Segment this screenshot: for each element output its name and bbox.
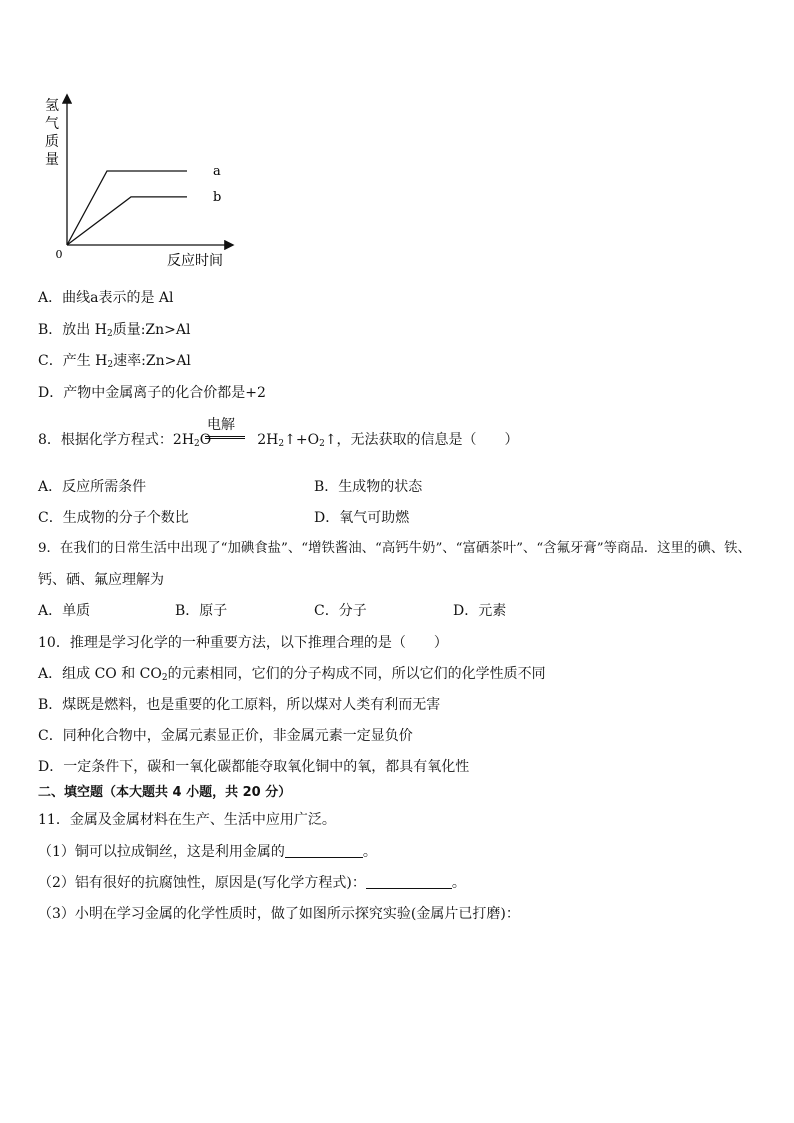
series-a-line [67, 171, 187, 245]
option-label: A． [38, 603, 63, 619]
option-text: 生成物的状态 [338, 479, 423, 495]
series-a-label: a [213, 164, 221, 179]
question-text: 。 [362, 844, 377, 860]
section-title: 二、填空题（本大题共 4 小题，共 20 分） [38, 785, 292, 800]
q8-option-b [314, 477, 422, 497]
option-label: C． [38, 728, 63, 744]
origin-label: 0 [55, 248, 63, 261]
y-axis-label [45, 98, 59, 168]
equation-product: ↑+O [284, 432, 320, 448]
q8-option-a [38, 477, 146, 497]
q9-option-b [175, 601, 227, 621]
question-text: 根据化学方程式： [60, 432, 173, 448]
option-label: A． [38, 479, 63, 495]
subscript: 2 [194, 439, 200, 449]
option-text: 速率:Zn>Al [113, 353, 191, 369]
option-label: D． [38, 759, 64, 775]
option-text: 生成物的分子个数比 [62, 510, 189, 526]
equation-reactant: O [199, 432, 212, 448]
option-label: C． [38, 510, 63, 526]
option-label: D． [453, 603, 479, 619]
q9-option-d [453, 601, 506, 621]
hydrogen-mass-chart [40, 90, 250, 275]
y-label-char: 气 [45, 116, 59, 132]
subscript: 2 [278, 439, 285, 449]
q8-option-d [314, 508, 409, 528]
option-label: D． [38, 385, 64, 401]
q10-option-d [38, 757, 469, 777]
option-label: B． [175, 603, 200, 619]
y-label-char: 量 [45, 152, 59, 168]
question-text: 。 [451, 875, 466, 891]
option-text: 曲线a表示的是 Al [62, 290, 174, 306]
equation-condition: 电解 [207, 417, 235, 433]
q9-option-c [314, 601, 367, 621]
option-text: 质量:Zn>Al [112, 322, 191, 338]
q9-stem-line2: 钙、硒、氟应理解为 [38, 572, 164, 588]
x-axis-label: 反应时间 [167, 253, 223, 269]
question-text: （2）铝有很好的抗腐蚀性，原因是(写化学方程式)： [38, 875, 366, 891]
series-b-label: b [213, 189, 222, 205]
q9-stem-line1: 9．在我们的日常生活中出现了“加碘食盐”、“增铁酱油、“高钙牛奶”、“富硒茶叶”、“含氟牙膏”等商品．这里的碘、铁、 [38, 541, 751, 556]
option-label: C． [38, 353, 63, 369]
option-label: B． [314, 479, 339, 495]
equation-reactant: 2H [172, 432, 195, 448]
q11-part3: （3）小明在学习金属的化学性质时，做了如图所示探究实验(金属片已打磨)： [38, 906, 520, 922]
q10-option-b [38, 695, 440, 715]
option-text: 原子 [199, 603, 228, 619]
q7-option-a [38, 288, 174, 308]
y-label-char: 氢 [45, 98, 59, 114]
q10-option-a [38, 664, 546, 688]
subscript: 2 [161, 673, 168, 683]
question-text: （1）铜可以拉成铜丝，这是利用金属的 [38, 844, 285, 860]
option-text: 煤既是燃料，也是重要的化工原料，所以煤对人类有利而无害 [62, 697, 441, 713]
q7-option-d [38, 383, 266, 403]
option-label: B． [38, 697, 63, 713]
question-number: 8． [38, 432, 61, 448]
q11-stem: 11．金属及金属材料在生产、生活中应用广泛。 [38, 812, 336, 828]
q10-option-c [38, 726, 413, 746]
series-b-line [67, 197, 187, 245]
question-text: ↑，无法获取的信息是（ ） [324, 432, 519, 448]
option-text: 放出 H [62, 322, 107, 338]
equation-product: 2H [257, 432, 279, 448]
option-text: 的元素相同，它们的分子构成不同，所以它们的化学性质不同 [167, 666, 546, 682]
option-text: 单质 [62, 603, 91, 619]
answer-blank[interactable] [285, 843, 363, 858]
q7-option-c [38, 351, 191, 375]
subscript: 2 [106, 329, 113, 339]
option-text: 分子 [338, 603, 367, 619]
option-text: 组成 CO 和 CO [62, 666, 162, 682]
option-text: 产物中金属离子的化合价都是+2 [63, 385, 266, 401]
q7-option-b [38, 320, 190, 344]
q9-option-a [38, 601, 90, 621]
option-label: B． [38, 322, 63, 338]
q8-option-c [38, 508, 189, 528]
option-label: A． [38, 290, 63, 306]
option-text: 产生 H [62, 353, 108, 369]
option-label: D． [314, 510, 340, 526]
option-text: 氧气可助燃 [339, 510, 410, 526]
option-label: C． [314, 603, 339, 619]
option-text: 一定条件下，碳和一氧化碳都能夺取氧化铜中的氧，都具有氧化性 [63, 759, 470, 775]
y-label-char: 质 [45, 134, 59, 150]
q11-part1 [38, 842, 377, 862]
option-text: 同种化合物中，金属元素显正价，非金属元素一定显负价 [62, 728, 413, 744]
q8-stem-line [38, 430, 519, 454]
q11-part2 [38, 873, 466, 893]
option-text: 反应所需条件 [62, 479, 147, 495]
option-text: 元素 [478, 603, 507, 619]
subscript: 2 [319, 439, 325, 449]
subscript: 2 [107, 360, 114, 370]
q10-stem: 10．推理是学习化学的一种重要方法，以下推理合理的是（ ） [38, 635, 448, 651]
option-label: A． [38, 666, 63, 682]
answer-blank[interactable] [366, 874, 452, 889]
